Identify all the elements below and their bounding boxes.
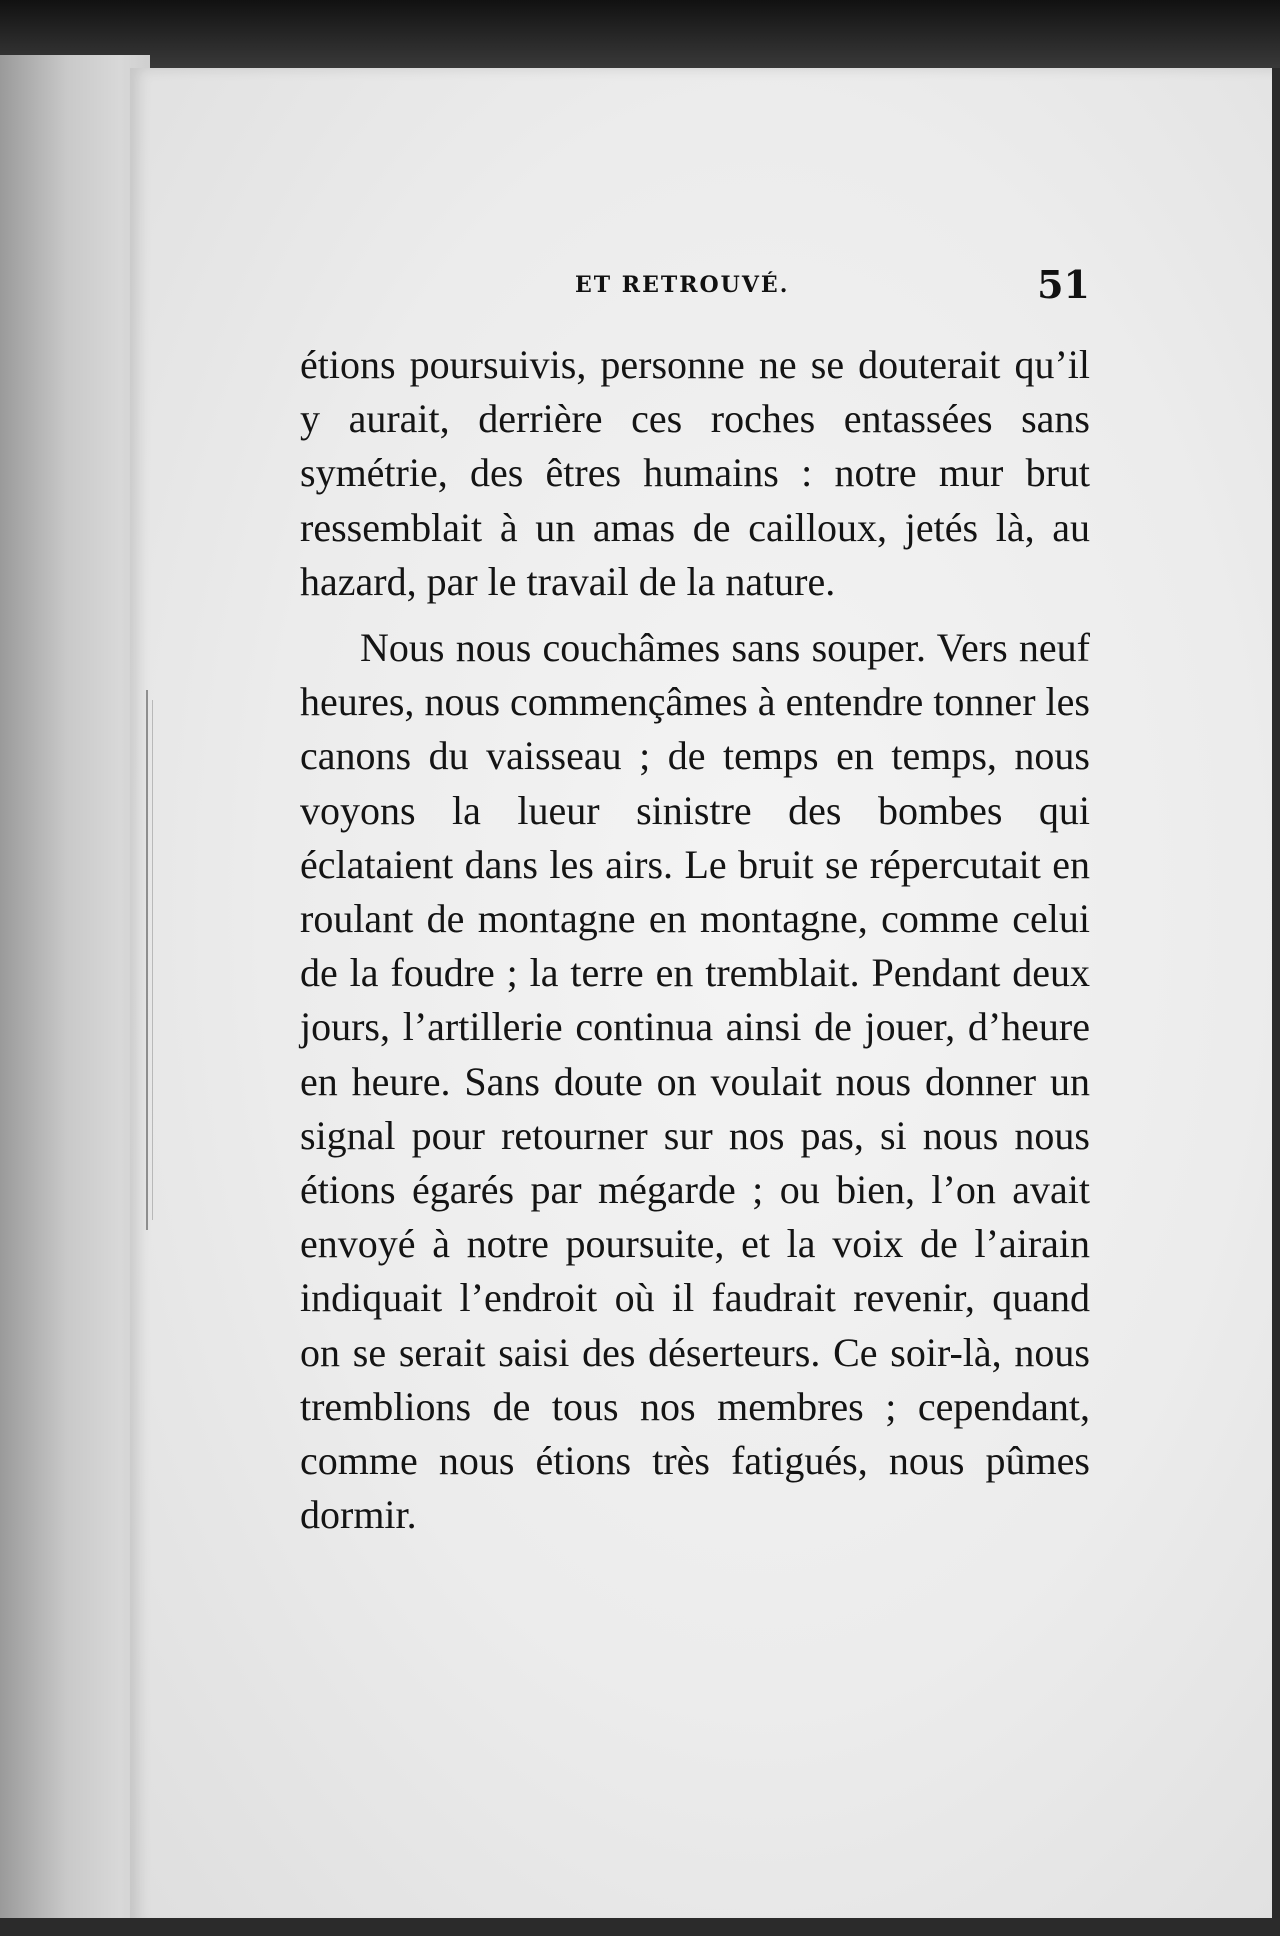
page-number: 51	[1037, 262, 1090, 307]
page-header	[300, 262, 1090, 307]
gutter-shadow-line	[146, 690, 148, 1230]
facing-page-edge	[0, 55, 150, 1936]
scan-bottom-border	[0, 1918, 1280, 1936]
paragraph: Nous nous couchâmes sans souper. Vers neuf heures, nous commençâmes à entendre tonner les canons du vaisseau ; de temps en temps, nous voyons la lueur sinistre des bombes qui éclataient dans les airs. Le bruit se répercutait en roulant de montagne en montagne, comme celui de la foudre ; la terre en tremblait. Pendant deux jours, l’artillerie continua ainsi de jouer, d’heure en heure. Sans doute on voulait nous donner un signal pour retourner sur nos pas, si nous nous étions égarés par mégarde ; ou bien, l’on avait envoyé à notre poursuite, et la voix de l’airain indiquait l’endroit où il faudrait revenir, quand on se serait saisi des déserteurs. Ce soir-là, nous tremblions de tous nos membres ; cependant, comme nous étions très fatigués, nous pûmes dormir.	[300, 625, 1090, 1538]
body-text	[300, 338, 1090, 1542]
paragraph: étions poursuivis, personne ne se douterait qu’il y aurait, derrière ces roches entassées sans symétrie, des êtres humains : notre mur brut ressemblait à un amas de cailloux, jetés là, au hazard, par le travail de la nature.	[300, 342, 1090, 604]
running-head: ET RETROUVÉ.	[575, 272, 790, 298]
scan-right-border	[1272, 68, 1280, 1928]
gutter-shadow-line	[152, 700, 153, 1220]
scan-top-border	[0, 0, 1280, 70]
